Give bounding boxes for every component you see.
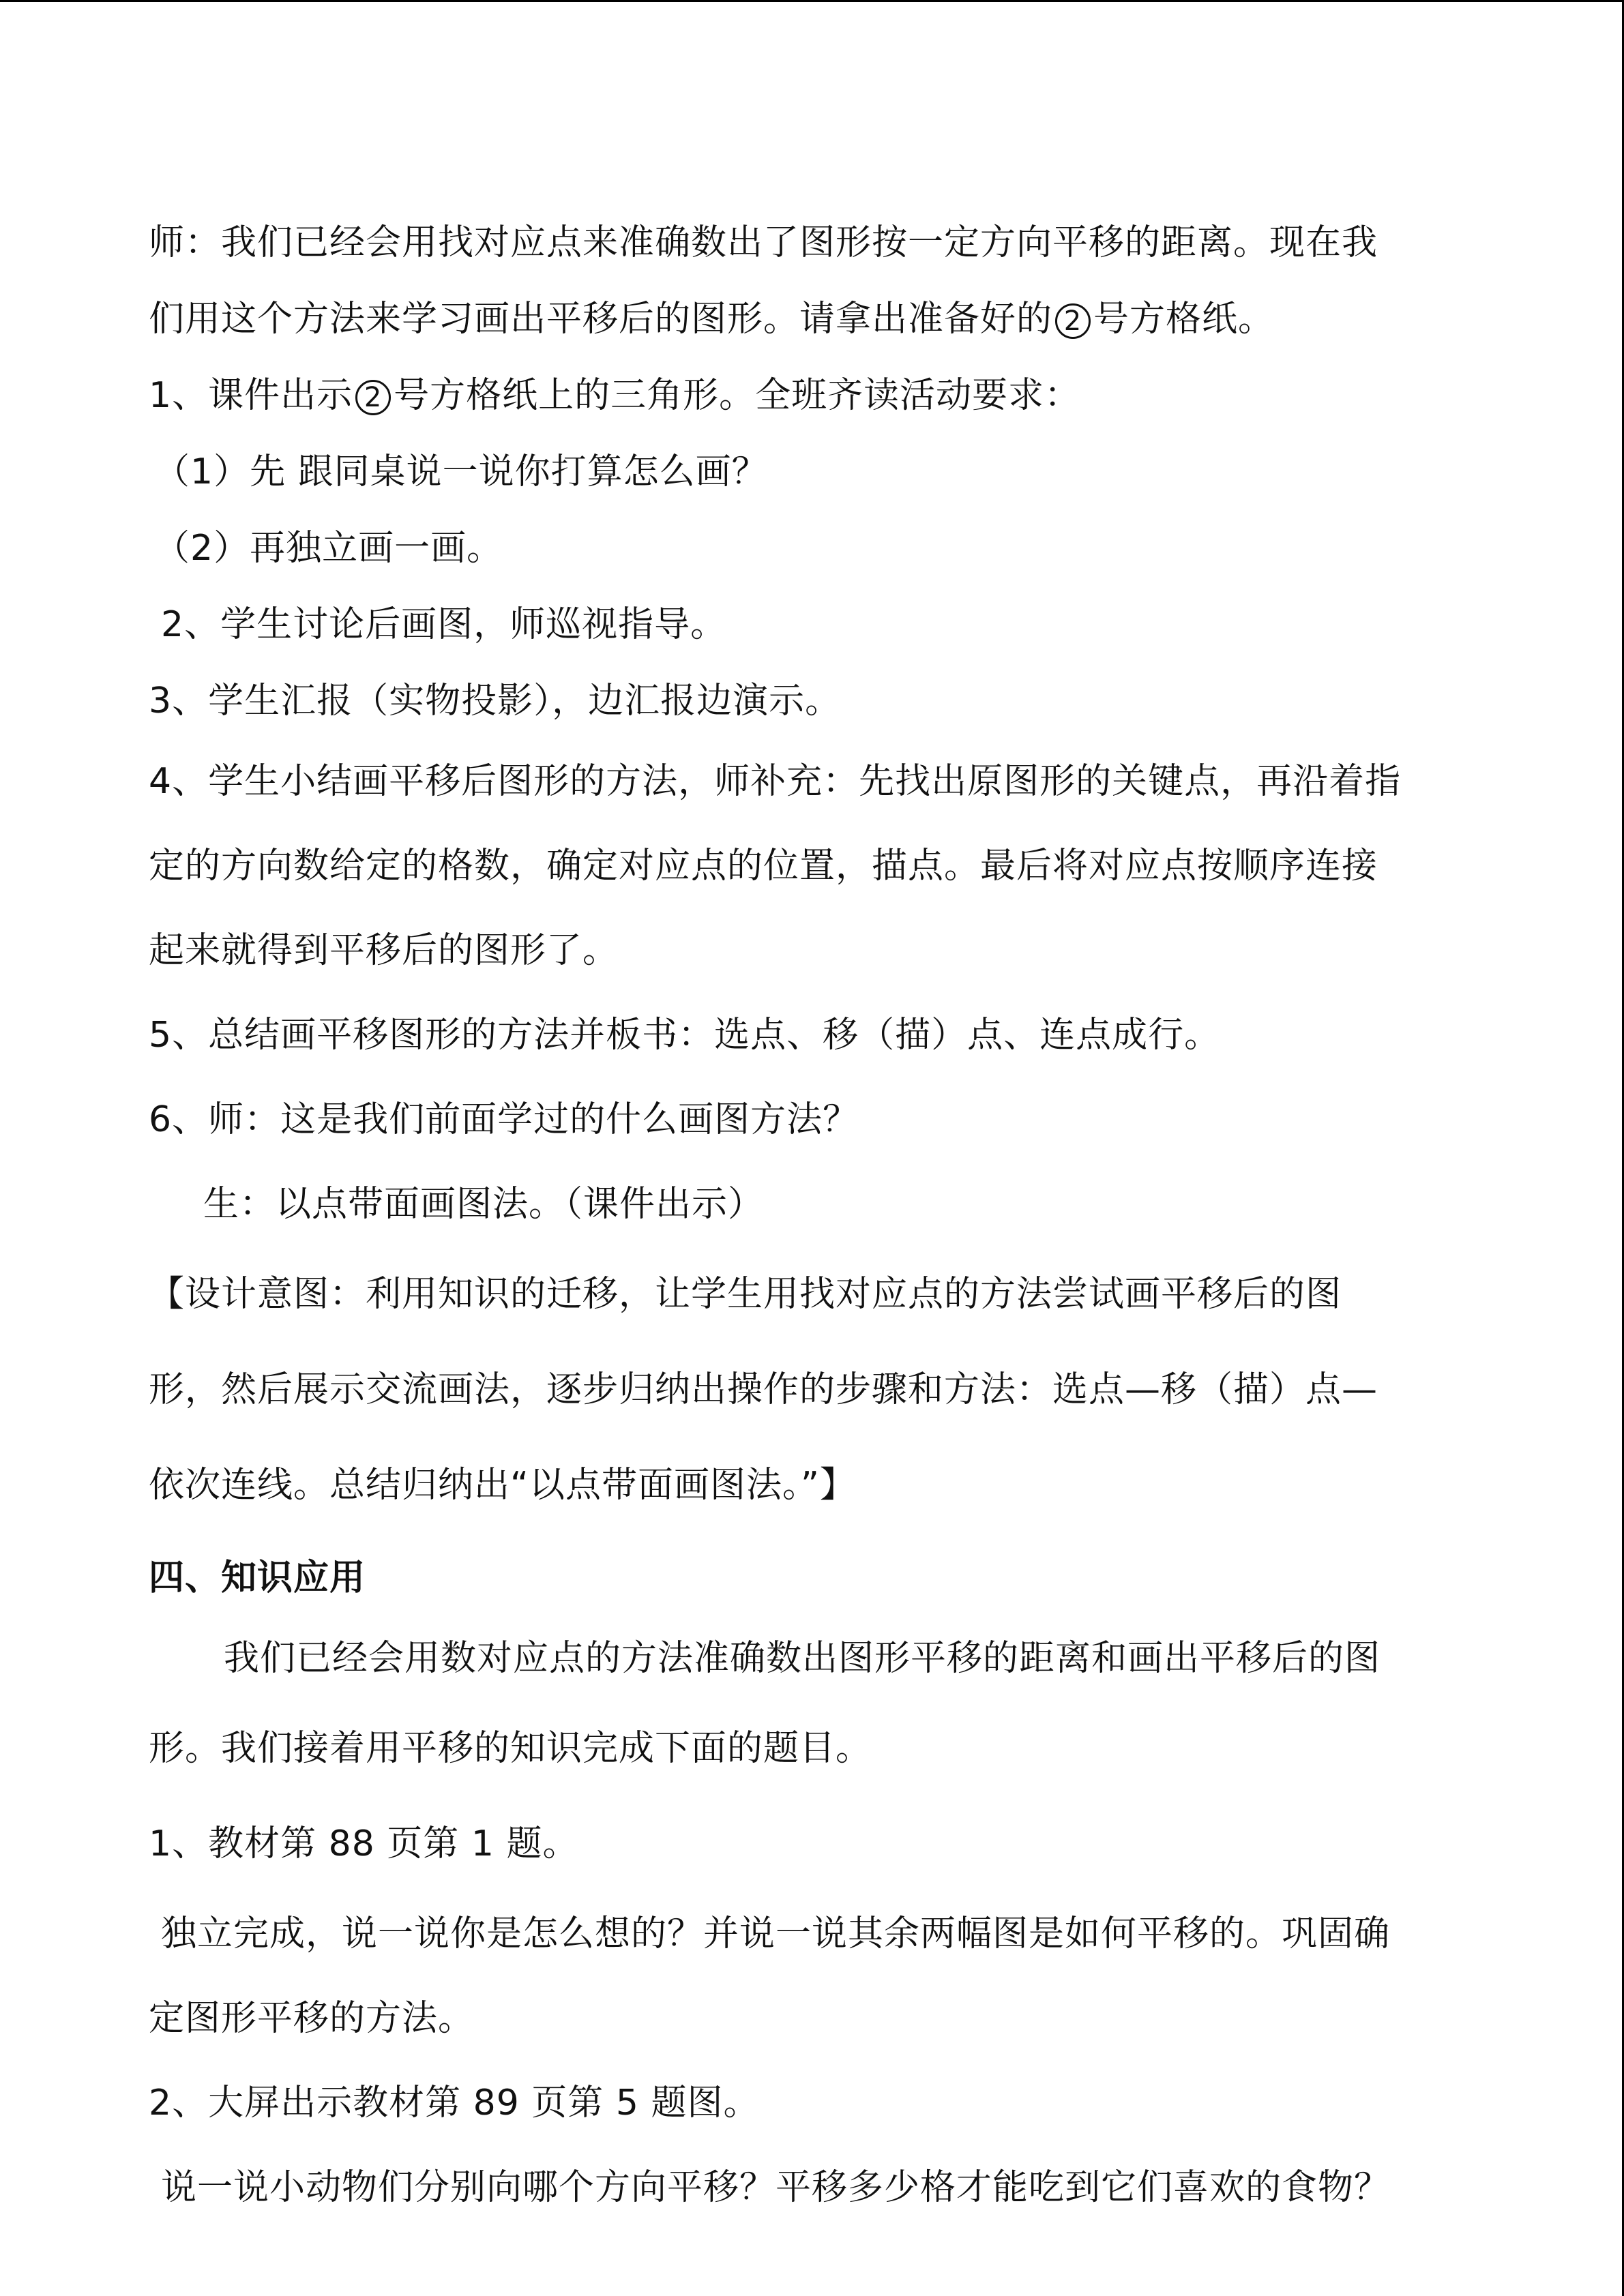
paragraph-line: 1、教材第 88 页第 1 题。 — [149, 1823, 579, 1864]
paragraph-line: 定的方向数给定的格数，确定对应点的位置，描点。最后将对应点按顺序连接 — [149, 846, 1378, 886]
paragraph-line: 说一说小动物们分别向哪个方向平移？平移多少格才能吃到它们喜欢的食物？ — [161, 2167, 1391, 2208]
text-segment: 1、课件出示 — [149, 375, 353, 416]
text-segment: 号方格纸上的三角形。全班齐读活动要求： — [394, 375, 1081, 416]
paragraph-line: 形，然后展示交流画法，逐步归纳出操作的步骤和方法：选点—移（描）点— — [149, 1369, 1378, 1410]
document-page — [149, 205, 1479, 2230]
text-segment: 号方格纸。 — [1093, 299, 1275, 340]
paragraph-line: 【设计意图：利用知识的迁移，让学生用找对应点的方法尝试画平移后的图 — [149, 1274, 1342, 1315]
paragraph-line: 起来就得到平移后的图形了。 — [149, 930, 619, 971]
paragraph-line: 5、总结画平移图形的方法并板书：选点、移（描）点、连点成行。 — [149, 1015, 1221, 1056]
paragraph-line: 形。我们接着用平移的知识完成下面的题目。 — [149, 1728, 872, 1769]
paragraph-line: 2、学生讨论后画图，师巡视指导。 — [161, 604, 727, 645]
paragraph-line — [149, 281, 1479, 357]
paragraph-line: （2）再独立画一画。 — [154, 528, 503, 569]
paragraph-line: （1）先 跟同桌说一说你打算怎么画？ — [154, 451, 768, 492]
text-segment: 们用这个方法来学习画出平移后的图形。请拿出准备好的 — [149, 299, 1053, 340]
paragraph-line: 我们已经会用数对应点的方法准确数出图形平移的距离和画出平移后的图 — [224, 1638, 1381, 1679]
paragraph-line: 6、师：这是我们前面学过的什么画图方法？ — [149, 1099, 859, 1140]
paragraph-line: 2、大屏出示教材第 89 页第 5 题图。 — [149, 2083, 760, 2123]
circled-number: 2 — [355, 380, 391, 415]
paragraph-line — [149, 357, 1479, 434]
section-heading: 四、知识应用 — [149, 1557, 366, 1598]
paragraph-line: 4、学生小结画平移后图形的方法，师补充：先找出原图形的关键点，再沿着指 — [149, 761, 1402, 802]
paragraph-line: 3、学生汇报（实物投影），边汇报边演示。 — [149, 681, 842, 721]
paragraph-line: 定图形平移的方法。 — [149, 1998, 475, 2039]
paragraph-line: 师：我们已经会用找对应点来准确数出了图形按一定方向平移的距离。现在我 — [149, 222, 1378, 263]
page-border-top — [0, 0, 1624, 2]
paragraph-line: 生：以点带面画图法。（课件出示） — [203, 1184, 765, 1225]
paragraph-line: 依次连线。总结归纳出“以点带面画图法。”】 — [149, 1465, 856, 1506]
paragraph-line: 独立完成，说一说你是怎么想的？并说一说其余两幅图是如何平移的。巩固确 — [161, 1913, 1391, 1954]
circled-number: 2 — [1055, 303, 1091, 339]
